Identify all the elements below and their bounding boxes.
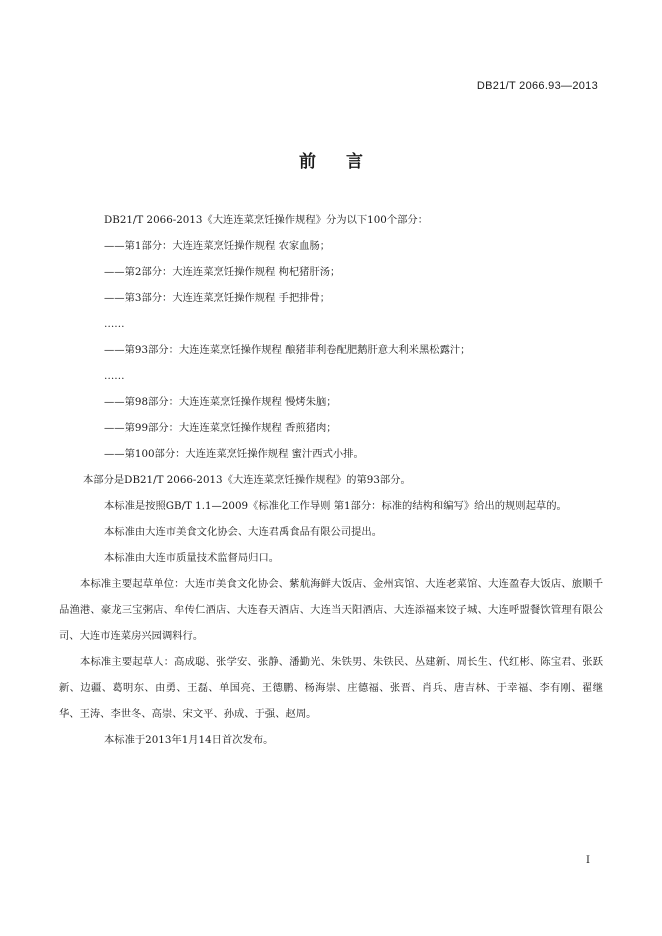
ellipsis-1: …… <box>104 318 125 330</box>
ellipsis-2: …… <box>104 370 125 382</box>
release-statement: 本标准于2013年1月14日首次发布。 <box>104 734 274 746</box>
drafting-units-paragraph: 本标准主要起草单位：大连市美食文化协会、紫航海鲜大饭店、金州宾馆、大连老菜馆、大连盈春大饭店、旅顺千品渔港、豪龙三宝粥店、牟传仁酒店、大连春天酒店、大连当天阳酒店、大连添福来饺子城、大连呼盟餐饮管理有限公司、大连市连菜房兴园调料行。 <box>59 578 603 642</box>
intro-line: DB21/T 2066-2013《大连连菜烹饪操作规程》分为以下100个部分： <box>104 214 429 226</box>
page-title: 前言 <box>299 152 393 172</box>
part-item-100: ——第100部分：大连连菜烹饪操作规程 蜜汁西式小排。 <box>104 448 364 460</box>
page-number: I <box>586 855 590 866</box>
authority-statement: 本标准由大连市质量技术监督局归口。 <box>104 552 280 564</box>
part-item-98: ——第98部分：大连连菜烹饪操作规程 慢烤朱脑； <box>104 396 337 408</box>
proposer-statement: 本标准由大连市美食文化协会、大连君禹食品有限公司提出。 <box>104 526 383 538</box>
part-item-99: ——第99部分：大连连菜烹饪操作规程 香煎猪肉； <box>104 422 337 434</box>
part-item-3: ——第3部分：大连连菜烹饪操作规程 手把排骨； <box>104 292 331 304</box>
part-item-93: ——第93部分：大连连菜烹饪操作规程 酿猪菲利卷配肥鹅肝意大利米黑松露汁； <box>104 344 471 356</box>
part-item-1: ——第1部分：大连连菜烹饪操作规程 农家血肠； <box>104 240 331 252</box>
drafting-rules-statement: 本标准是按照GB/T 1.1—2009《标准化工作导则 第1部分：标准的结构和编写》给出的规则起草的。 <box>104 500 567 512</box>
drafters-paragraph: 本标准主要起草人：高成聪、张学安、张静、潘勤光、朱铁男、朱铁民、丛建新、周长生、代红彬、陈宝君、张跃新、边疆、葛明东、由勇、王磊、单国亮、王德鹏、杨海崇、庄德福、张晋、肖兵、唐吉林、于幸福、李有刚、翟继华、王涛、李世冬、高崇、宋文平、孙成、于强、赵周。 <box>59 656 603 720</box>
foreword-body <box>59 207 603 753</box>
part-item-2: ——第2部分：大连连菜烹饪操作规程 枸杞猪肝汤； <box>104 266 341 278</box>
standard-code: DB21/T 2066.93—2013 <box>476 80 598 92</box>
part-statement: 本部分是DB21/T 2066-2013《大连连菜烹饪操作规程》的第93部分。 <box>83 474 411 486</box>
